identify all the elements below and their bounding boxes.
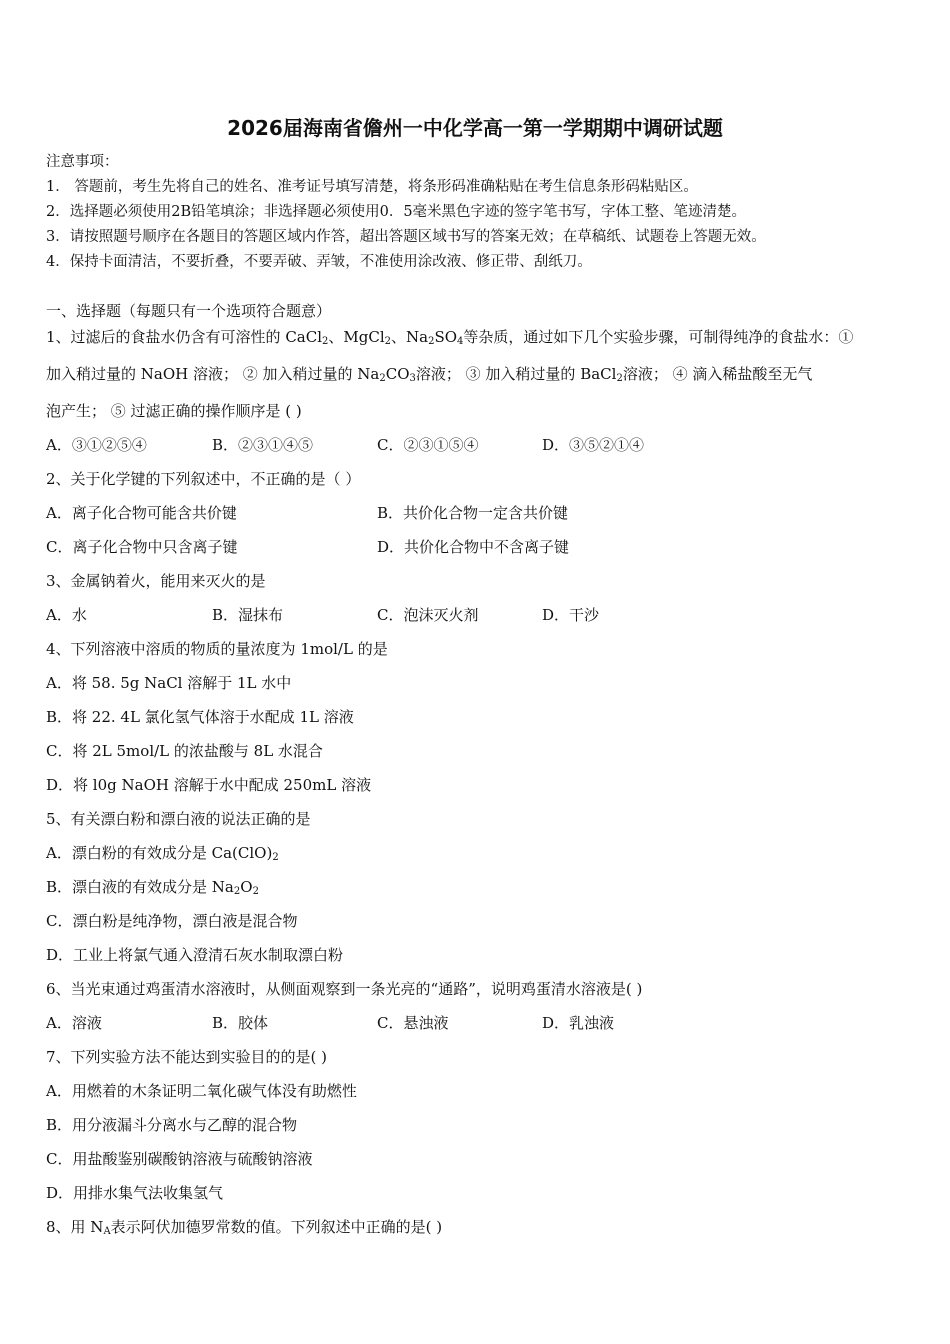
q1-stem-line2: 加入稍过量的 NaOH 溶液； ② 加入稍过量的 $Na_2CO_3$溶液； ③ 加入稍过量的 BaCl$_2$溶液； ④ 滴入稀盐酸至无气 <box>46 365 813 384</box>
q1-stem-line1: 1、过滤后的食盐水仍含有可溶性的 CaCl$_2$、MgCl$_2$、$Na_2SO_4$等杂质，通过如下几个实验步骤，可制得纯净的食盐水：① <box>46 328 854 347</box>
q4-option-a: A．将 58. 5g NaCl 溶解于 1L 水中 <box>46 674 292 692</box>
q5-option-b: B．漂白液的有效成分是 $Na_2O_2$ <box>46 878 259 897</box>
q3-option-a: A．水 <box>46 606 87 624</box>
q7-option-b: B．用分液漏斗分离水与乙醇的混合物 <box>46 1116 298 1134</box>
q1-stem-line3: 泡产生； ⑤ 过滤正确的操作顺序是 ( ) <box>46 402 302 420</box>
q6-stem: 6、当光束通过鸡蛋清水溶液时，从侧面观察到一条光亮的“通路”，说明鸡蛋清水溶液是( ) <box>46 980 643 998</box>
q5-stem: 5、有关漂白粉和漂白液的说法正确的是 <box>46 810 311 828</box>
notice-item-4: 4．保持卡面清洁，不要折叠，不要弄破、弄皱，不准使用涂改液、修正带、刮纸刀。 <box>46 254 592 270</box>
q5-option-d: D．工业上将氯气通入澄清石灰水制取漂白粉 <box>46 946 344 964</box>
q4-option-d: D．将 l0g NaOH 溶解于水中配成 250mL 溶液 <box>46 776 372 794</box>
q1-option-b: B．②③①④⑤ <box>212 436 314 454</box>
notice-item-1: 1． 答题前，考生先将自己的姓名、准考证号填写清楚，将条形码准确粘贴在考生信息条形码粘贴区。 <box>46 179 698 195</box>
q6-option-a: A．溶液 <box>46 1014 102 1032</box>
q2-option-b: B．共价化合物一定含共价键 <box>377 504 569 522</box>
q3-option-b: B．湿抹布 <box>212 606 284 624</box>
q1-option-a: A．③①②⑤④ <box>46 436 147 454</box>
q5-option-a: A．漂白粉的有效成分是 $Ca(ClO)_2$ <box>46 844 279 863</box>
q2-option-d: D．共价化合物中不含离子键 <box>377 538 570 556</box>
q7-stem: 7、下列实验方法不能达到实验目的的是( ) <box>46 1048 328 1066</box>
q4-option-b: B．将 22. 4L 氯化氢气体溶于水配成 1L 溶液 <box>46 708 354 726</box>
q7-option-c: C．用盐酸鉴别碳酸钠溶液与硫酸钠溶液 <box>46 1150 313 1168</box>
q6-option-d: D．乳浊液 <box>542 1014 615 1032</box>
q3-stem: 3、金属钠着火，能用来灭火的是 <box>46 572 266 590</box>
q4-option-c: C．将 2L 5mol/L 的浓盐酸与 8L 水混合 <box>46 742 323 760</box>
q4-stem: 4、下列溶液中溶质的物质的量浓度为 1mol/L 的是 <box>46 640 388 658</box>
q7-option-a: A．用燃着的木条证明二氧化碳气体没有助燃性 <box>46 1082 357 1100</box>
q2-option-a: A．离子化合物可能含共价键 <box>46 504 237 522</box>
q2-stem: 2、关于化学键的下列叙述中，不正确的是（ ） <box>46 470 361 488</box>
q6-option-b: B．胶体 <box>212 1014 269 1032</box>
q3-option-c: C．泡沫灭火剂 <box>377 606 479 624</box>
q6-option-c: C．悬浊液 <box>377 1014 449 1032</box>
q8-stem: 8、用 $N_A$表示阿伏加德罗常数的值。下列叙述中正确的是( ) <box>46 1218 443 1237</box>
section-heading: 一、选择题（每题只有一个选项符合题意） <box>46 302 332 320</box>
notice-item-3: 3．请按照题号顺序在各题目的答题区域内作答，超出答题区域书写的答案无效；在草稿纸、试题卷上答题无效。 <box>46 229 766 245</box>
q3-option-d: D．干沙 <box>542 606 600 624</box>
q1-option-d: D．③⑤②①④ <box>542 436 645 454</box>
q2-option-c: C．离子化合物中只含离子键 <box>46 538 238 556</box>
exam-title: 2026届海南省儋州一中化学高一第一学期期中调研试题 <box>227 116 723 140</box>
q1-option-c: C．②③①⑤④ <box>377 436 479 454</box>
notice-item-2: 2．选择题必须使用2B铅笔填涂；非选择题必须使用0．5毫米黑色字迹的签字笔书写，字体工整、笔迹清楚。 <box>46 204 747 220</box>
notice-heading: 注意事项： <box>46 154 119 170</box>
q5-option-c: C．漂白粉是纯净物，漂白液是混合物 <box>46 912 298 930</box>
q7-option-d: D．用排水集气法收集氢气 <box>46 1184 224 1202</box>
